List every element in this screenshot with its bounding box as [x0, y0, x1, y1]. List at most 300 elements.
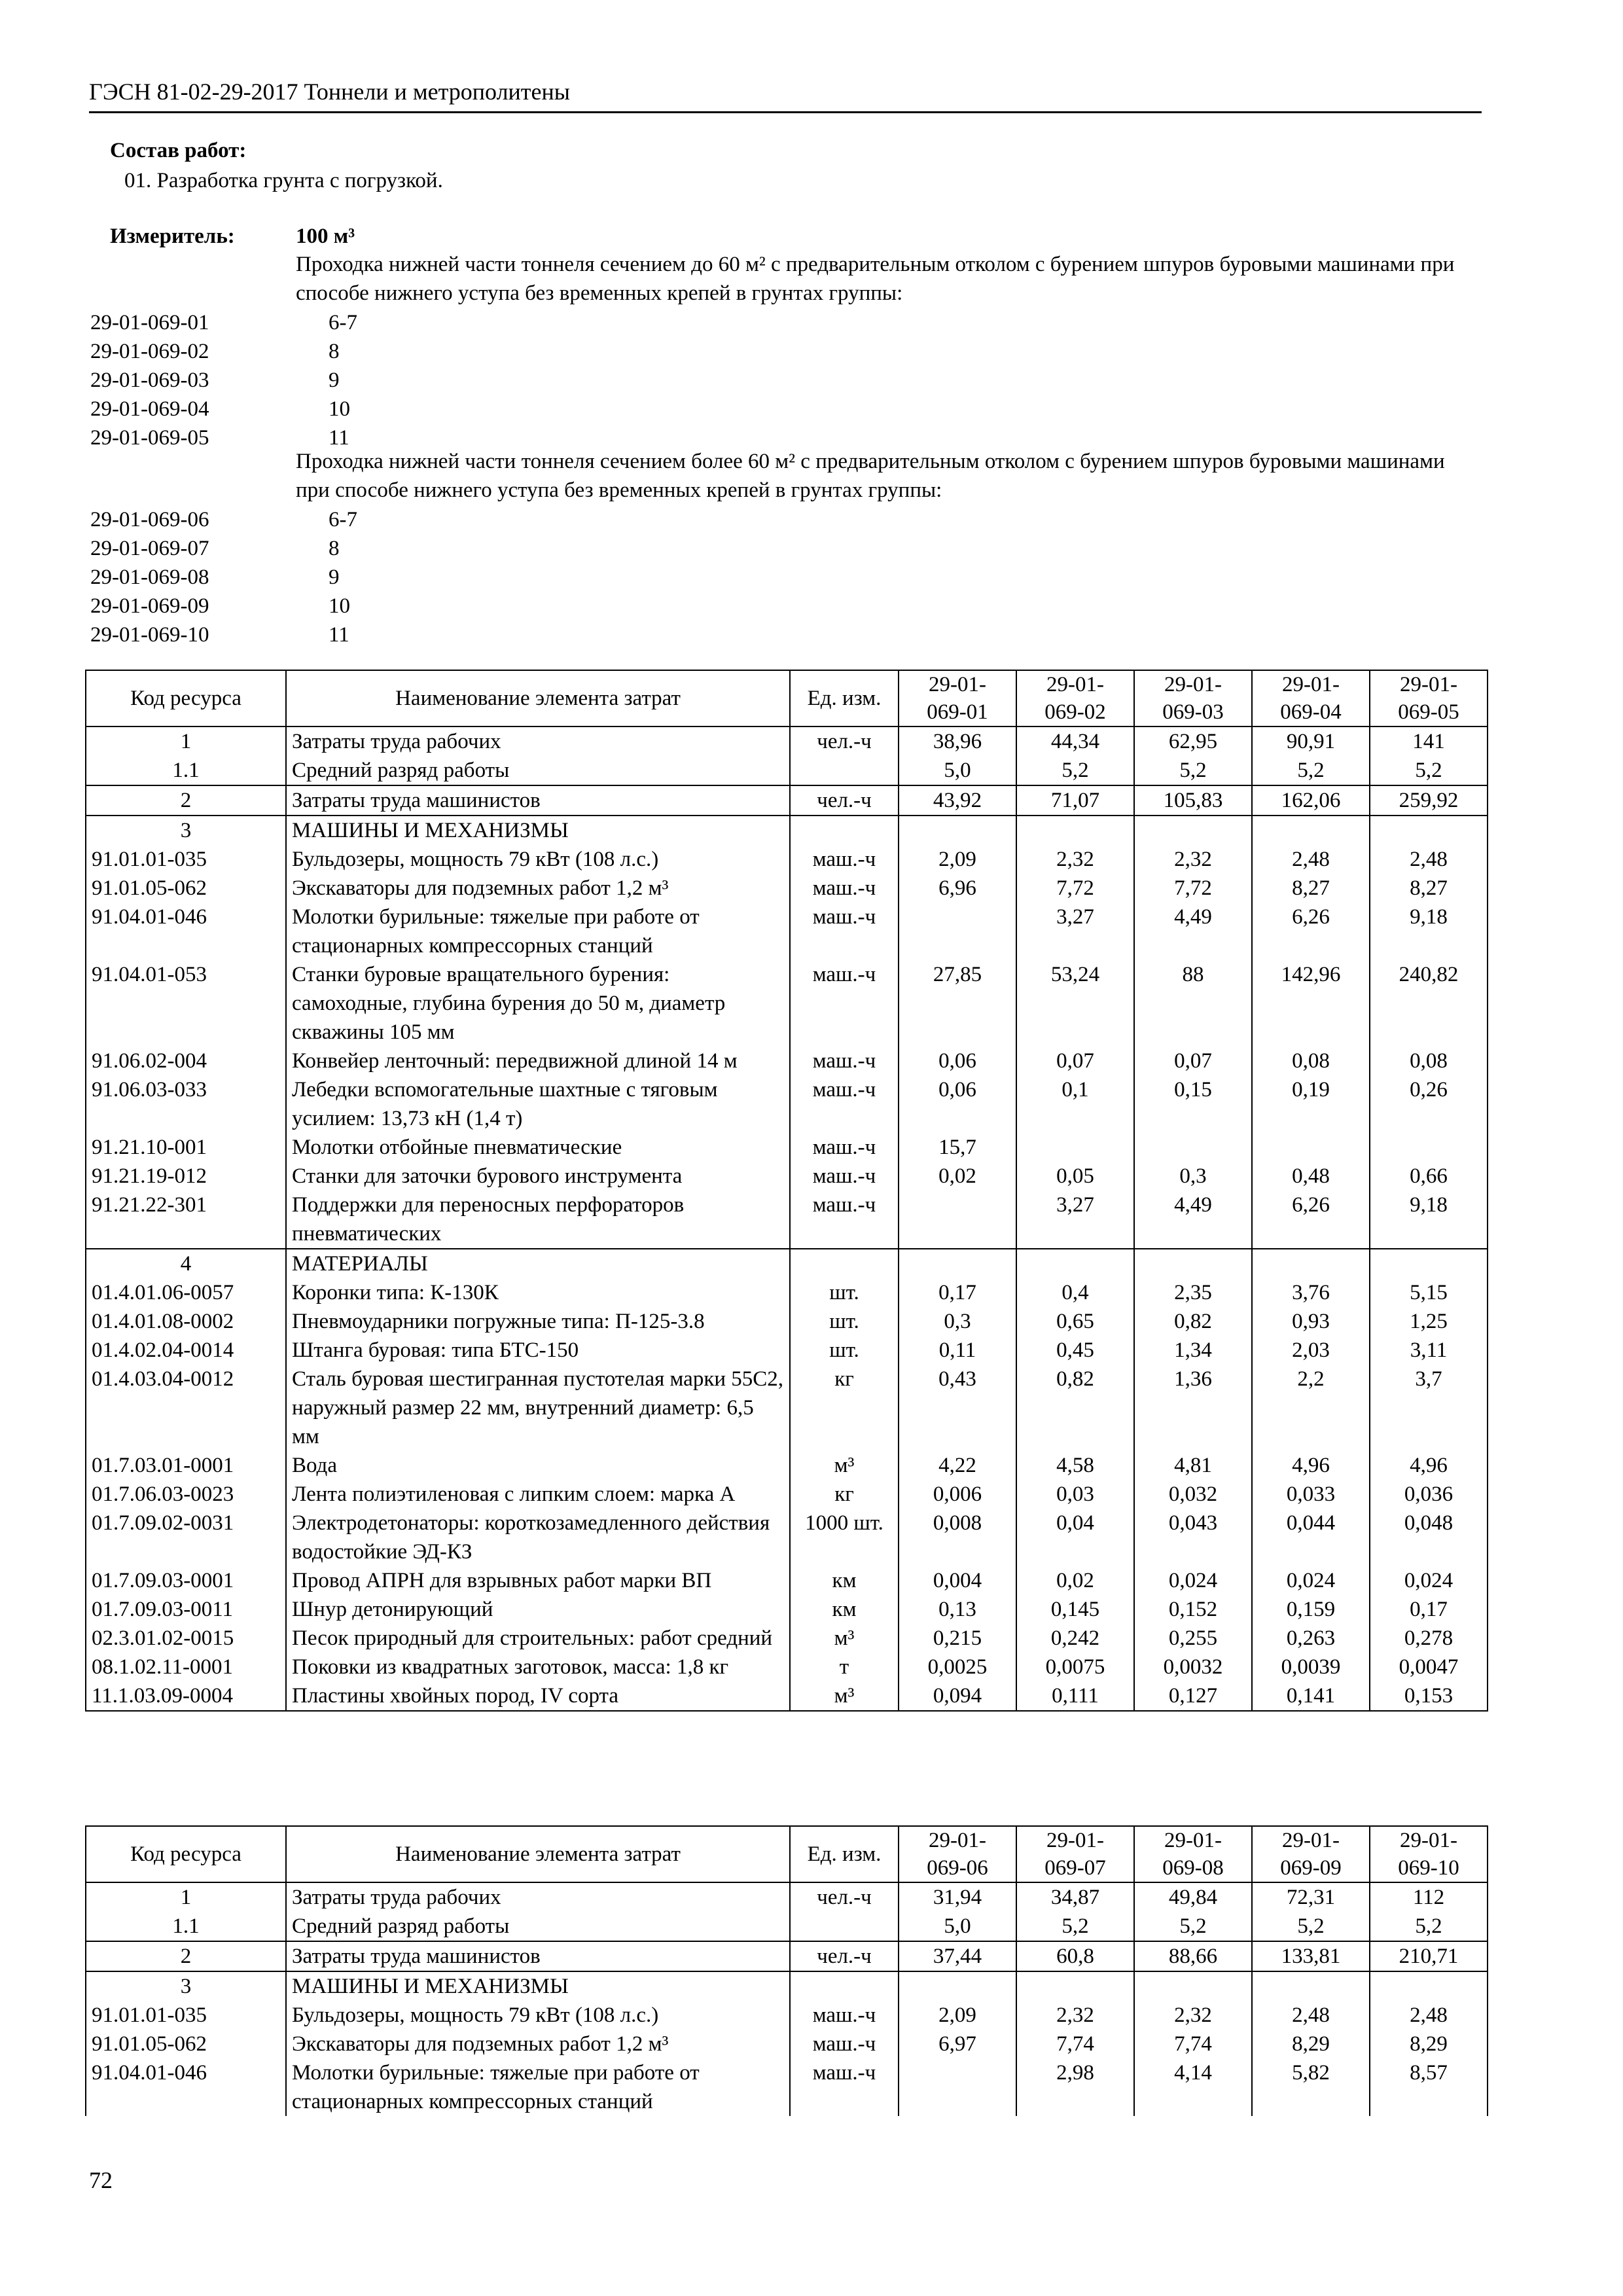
col-norm-header: 29-01- 069-01 — [899, 670, 1016, 726]
resource-value: 4,58 — [1016, 1451, 1134, 1480]
table-row — [86, 1249, 1488, 1278]
col-norm-header: 29-01- 069-03 — [1134, 670, 1252, 726]
resource-name: Лента полиэтиленовая с липким слоем: марка А — [286, 1480, 790, 1509]
resource-value: 5,2 — [1252, 1912, 1370, 1941]
resource-value — [899, 1249, 1016, 1278]
resource-value: 53,24 — [1016, 960, 1134, 1047]
col-norm-header: 29-01- 069-04 — [1252, 670, 1370, 726]
table-row — [86, 1566, 1488, 1595]
resource-value: 0,1 — [1016, 1075, 1134, 1133]
soil-group: 10 — [329, 397, 350, 421]
col-name-header: Наименование элемента затрат — [286, 1826, 790, 1882]
col-code-header: Код ресурса — [86, 1826, 286, 1882]
resource-code: 01.7.09.02-0031 — [86, 1509, 286, 1566]
resource-value: 8,29 — [1370, 2030, 1488, 2058]
resource-name: Затраты труда машинистов — [286, 785, 790, 816]
resource-unit — [790, 1912, 899, 1941]
resource-value: 5,2 — [1134, 756, 1252, 785]
resource-value: 105,83 — [1134, 785, 1252, 816]
resource-code: 01.4.02.04-0014 — [86, 1336, 286, 1365]
resource-code: 91.04.01-046 — [86, 903, 286, 960]
resource-name: Затраты труда рабочих — [286, 726, 790, 756]
resource-name: Станки для заточки бурового инструмента — [286, 1162, 790, 1191]
resource-code: 01.7.06.03-0023 — [86, 1480, 286, 1509]
resource-value: 2,2 — [1252, 1365, 1370, 1451]
resource-value: 8,27 — [1370, 874, 1488, 903]
resource-name: Сталь буровая шестигранная пустотелая марки 55С2, наружный размер 22 мм, внутренний диаметр: 6,5 мм — [286, 1365, 790, 1451]
resource-value: 162,06 — [1252, 785, 1370, 816]
resource-value: 0,02 — [899, 1162, 1016, 1191]
resource-value: 0,024 — [1252, 1566, 1370, 1595]
resource-value: 7,74 — [1134, 2030, 1252, 2058]
resource-value: 7,72 — [1134, 874, 1252, 903]
resource-code: 91.04.01-053 — [86, 960, 286, 1047]
resource-code: 11.1.03.09-0004 — [86, 1681, 286, 1711]
table-header-row — [86, 1826, 1488, 1882]
resource-code: 91.01.05-062 — [86, 874, 286, 903]
resource-unit: маш.-ч — [790, 960, 899, 1047]
resource-value — [899, 816, 1016, 845]
resource-value: 0,152 — [1134, 1595, 1252, 1624]
resource-name: Пластины хвойных пород, IV сорта — [286, 1681, 790, 1711]
resource-code: 91.06.03-033 — [86, 1075, 286, 1133]
resource-value: 0,127 — [1134, 1681, 1252, 1711]
resource-code: 2 — [86, 1941, 286, 1971]
resource-unit: 1000 шт. — [790, 1509, 899, 1566]
resource-value — [1370, 1971, 1488, 2001]
resource-unit: маш.-ч — [790, 2001, 899, 2030]
group1-description: Проходка нижней части тоннеля сечением до 60 м² с предварительным отколом с бурением шпуров буровыми машинами при способе нижнего уступа без временных крепей в грунтах группы: — [296, 253, 1455, 305]
header-title: ГЭСН 81-02-29-2017 Тоннели и метрополитены — [89, 79, 570, 105]
meter-label: Измеритель: — [110, 224, 235, 248]
resource-value: 0,024 — [1134, 1566, 1252, 1595]
resource-value: 4,81 — [1134, 1451, 1252, 1480]
resource-value — [899, 903, 1016, 960]
resource-name: Коронки типа: К-130К — [286, 1278, 790, 1307]
resource-value: 0,263 — [1252, 1624, 1370, 1653]
resource-value: 15,7 — [899, 1133, 1016, 1162]
resource-name: Затраты труда машинистов — [286, 1941, 790, 1971]
table-row — [86, 845, 1488, 874]
soil-group: 11 — [329, 426, 349, 450]
resource-value: 142,96 — [1252, 960, 1370, 1047]
resource-value: 5,2 — [1134, 1912, 1252, 1941]
table-row — [86, 1075, 1488, 1133]
resource-unit: маш.-ч — [790, 874, 899, 903]
resource-value: 0,255 — [1134, 1624, 1252, 1653]
resource-value — [1134, 1971, 1252, 2001]
resource-value: 0,04 — [1016, 1509, 1134, 1566]
resource-value: 0,19 — [1252, 1075, 1370, 1133]
resource-value: 0,008 — [899, 1509, 1016, 1566]
resource-code: 91.01.01-035 — [86, 845, 286, 874]
resource-value: 0,06 — [899, 1075, 1016, 1133]
table-row — [86, 1278, 1488, 1307]
col-unit-header: Ед. изм. — [790, 670, 899, 726]
resource-value: 0,05 — [1016, 1162, 1134, 1191]
table-row — [86, 1365, 1488, 1451]
resource-value: 5,2 — [1016, 1912, 1134, 1941]
document-header — [89, 77, 1482, 113]
resource-code: 3 — [86, 1971, 286, 2001]
resource-value: 7,74 — [1016, 2030, 1134, 2058]
group2-description: Проходка нижней части тоннеля сечением более 60 м² с предварительным отколом с бурением шпуров буровыми машинами при способе нижнего уступа без временных крепей в грунтах группы: — [296, 450, 1445, 502]
resource-name: Вода — [286, 1451, 790, 1480]
resource-value: 88 — [1134, 960, 1252, 1047]
resource-value — [1370, 816, 1488, 845]
resource-name: Электродетонаторы: короткозамедленного действия водостойкие ЭД-КЗ — [286, 1509, 790, 1566]
resource-value: 72,31 — [1252, 1882, 1370, 1912]
soil-group: 6-7 — [329, 508, 357, 531]
resource-value: 2,03 — [1252, 1336, 1370, 1365]
resource-value: 5,0 — [899, 1912, 1016, 1941]
resource-value — [1134, 816, 1252, 845]
resource-value: 43,92 — [899, 785, 1016, 816]
resource-value: 44,34 — [1016, 726, 1134, 756]
resource-value: 0,0075 — [1016, 1653, 1134, 1681]
page-number: 72 — [89, 2167, 113, 2193]
resource-value: 0,3 — [1134, 1162, 1252, 1191]
resource-value: 0,3 — [899, 1307, 1016, 1336]
col-norm-header: 29-01- 069-10 — [1370, 1826, 1488, 1882]
resource-value: 2,32 — [1016, 2001, 1134, 2030]
resource-name: Молотки бурильные: тяжелые при работе от стационарных компрессорных станций — [286, 903, 790, 960]
resource-code: 01.4.01.06-0057 — [86, 1278, 286, 1307]
table-row — [86, 1971, 1488, 2001]
resource-unit: маш.-ч — [790, 903, 899, 960]
col-name-header: Наименование элемента затрат — [286, 670, 790, 726]
resource-value: 6,96 — [899, 874, 1016, 903]
norm-code: 29-01-069-10 — [90, 623, 209, 647]
col-unit-header: Ед. изм. — [790, 1826, 899, 1882]
resource-name: Конвейер ленточный: передвижной длиной 14 м — [286, 1047, 790, 1075]
soil-group: 11 — [329, 623, 349, 647]
resource-value: 3,7 — [1370, 1365, 1488, 1451]
resource-value — [899, 1191, 1016, 1249]
resource-value: 9,18 — [1370, 903, 1488, 960]
resource-unit: м³ — [790, 1681, 899, 1711]
table-row — [86, 785, 1488, 816]
table-row — [86, 2058, 1488, 2116]
resource-value: 0,45 — [1016, 1336, 1134, 1365]
resource-value: 5,2 — [1370, 756, 1488, 785]
resource-name: МАТЕРИАЛЫ — [286, 1249, 790, 1278]
resource-code: 91.21.19-012 — [86, 1162, 286, 1191]
resource-value: 5,2 — [1252, 756, 1370, 785]
table-row — [86, 2001, 1488, 2030]
resource-value: 2,32 — [1134, 2001, 1252, 2030]
resource-unit — [790, 1249, 899, 1278]
resource-code: 1.1 — [86, 756, 286, 785]
meter-value: 100 м³ — [296, 224, 355, 248]
resource-value: 0,0047 — [1370, 1653, 1488, 1681]
resource-unit: кг — [790, 1480, 899, 1509]
resource-value: 88,66 — [1134, 1941, 1252, 1971]
resource-value: 5,82 — [1252, 2058, 1370, 2116]
resource-unit: км — [790, 1595, 899, 1624]
resource-value: 38,96 — [899, 726, 1016, 756]
resource-unit: м³ — [790, 1624, 899, 1653]
soil-group: 8 — [329, 340, 340, 363]
resource-code: 08.1.02.11-0001 — [86, 1653, 286, 1681]
resource-unit: чел.-ч — [790, 785, 899, 816]
resource-unit: маш.-ч — [790, 2030, 899, 2058]
table-row — [86, 1451, 1488, 1480]
resource-value: 1,34 — [1134, 1336, 1252, 1365]
norm-code: 29-01-069-09 — [90, 594, 209, 618]
composition-title: Состав работ: — [110, 139, 247, 162]
resource-value: 0,141 — [1252, 1681, 1370, 1711]
resource-code: 01.7.09.03-0011 — [86, 1595, 286, 1624]
resource-unit: чел.-ч — [790, 1882, 899, 1912]
resource-value: 31,94 — [899, 1882, 1016, 1912]
resource-value: 0,03 — [1016, 1480, 1134, 1509]
composition-item: 01. Разработка грунта с погрузкой. — [124, 169, 443, 192]
resource-value — [1134, 1249, 1252, 1278]
resource-code: 3 — [86, 816, 286, 845]
resource-value: 6,26 — [1252, 903, 1370, 960]
col-code-header: Код ресурса — [86, 670, 286, 726]
resource-table-2 — [85, 1825, 1488, 2116]
resource-value: 0,159 — [1252, 1595, 1370, 1624]
resource-unit — [790, 1971, 899, 2001]
resource-value — [1370, 1133, 1488, 1162]
resource-value: 0,006 — [899, 1480, 1016, 1509]
soil-group: 10 — [329, 594, 350, 618]
resource-value: 0,11 — [899, 1336, 1016, 1365]
resource-value: 5,15 — [1370, 1278, 1488, 1307]
table-row — [86, 1681, 1488, 1711]
resource-value: 210,71 — [1370, 1941, 1488, 1971]
resource-value: 2,48 — [1370, 2001, 1488, 2030]
resource-unit — [790, 816, 899, 845]
resource-value: 2,09 — [899, 845, 1016, 874]
resource-value: 2,09 — [899, 2001, 1016, 2030]
resource-value: 0,82 — [1016, 1365, 1134, 1451]
resource-code: 01.7.03.01-0001 — [86, 1451, 286, 1480]
resource-value — [1252, 1249, 1370, 1278]
resource-code: 91.21.10-001 — [86, 1133, 286, 1162]
resource-value: 0,17 — [1370, 1595, 1488, 1624]
resource-unit: чел.-ч — [790, 726, 899, 756]
resource-value: 0,48 — [1252, 1162, 1370, 1191]
resource-value: 0,82 — [1134, 1307, 1252, 1336]
resource-value: 7,72 — [1016, 874, 1134, 903]
resource-code: 01.4.01.08-0002 — [86, 1307, 286, 1336]
resource-name: Затраты труда рабочих — [286, 1882, 790, 1912]
resource-value: 0,004 — [899, 1566, 1016, 1595]
resource-value: 0,032 — [1134, 1480, 1252, 1509]
resource-value: 0,145 — [1016, 1595, 1134, 1624]
resource-name: Провод АПРН для взрывных работ марки ВП — [286, 1566, 790, 1595]
soil-group: 9 — [329, 565, 340, 589]
table-row — [86, 1307, 1488, 1336]
resource-value: 3,11 — [1370, 1336, 1488, 1365]
resource-value: 27,85 — [899, 960, 1016, 1047]
resource-value: 37,44 — [899, 1941, 1016, 1971]
soil-group: 9 — [329, 368, 340, 392]
resource-value: 3,27 — [1016, 903, 1134, 960]
resource-unit: т — [790, 1653, 899, 1681]
resource-value: 0,93 — [1252, 1307, 1370, 1336]
resource-unit: шт. — [790, 1278, 899, 1307]
resource-name: Экскаваторы для подземных работ 1,2 м³ — [286, 874, 790, 903]
resource-value: 0,06 — [899, 1047, 1016, 1075]
resource-code: 01.7.09.03-0001 — [86, 1566, 286, 1595]
resource-value: 3,76 — [1252, 1278, 1370, 1307]
resource-name: МАШИНЫ И МЕХАНИЗМЫ — [286, 816, 790, 845]
resource-unit: маш.-ч — [790, 845, 899, 874]
resource-name: Средний разряд работы — [286, 1912, 790, 1941]
resource-value: 0,043 — [1134, 1509, 1252, 1566]
resource-value: 0,43 — [899, 1365, 1016, 1451]
resource-value: 133,81 — [1252, 1941, 1370, 1971]
resource-value: 2,35 — [1134, 1278, 1252, 1307]
resource-value — [1252, 1133, 1370, 1162]
resource-name: Поддержки для переносных перфораторов пневматических — [286, 1191, 790, 1249]
table-row — [86, 2030, 1488, 2058]
resource-value: 240,82 — [1370, 960, 1488, 1047]
resource-name: Бульдозеры, мощность 79 кВт (108 л.с.) — [286, 2001, 790, 2030]
resource-value — [1016, 1971, 1134, 2001]
resource-value: 2,32 — [1016, 845, 1134, 874]
resource-name: Поковки из квадратных заготовок, масса: 1,8 кг — [286, 1653, 790, 1681]
resource-unit: маш.-ч — [790, 1162, 899, 1191]
resource-value: 0,07 — [1016, 1047, 1134, 1075]
table-row — [86, 903, 1488, 960]
resource-name: Штанга буровая: типа БТС-150 — [286, 1336, 790, 1365]
table-header-row — [86, 670, 1488, 726]
resource-value: 141 — [1370, 726, 1488, 756]
col-norm-header: 29-01- 069-07 — [1016, 1826, 1134, 1882]
table-row — [86, 1191, 1488, 1249]
resource-value — [899, 1971, 1016, 2001]
resource-value: 5,2 — [1016, 756, 1134, 785]
resource-value: 2,32 — [1134, 845, 1252, 874]
resource-value: 2,98 — [1016, 2058, 1134, 2116]
col-norm-header: 29-01- 069-09 — [1252, 1826, 1370, 1882]
table-row — [86, 1047, 1488, 1075]
resource-code: 02.3.01.02-0015 — [86, 1624, 286, 1653]
norm-code: 29-01-069-02 — [90, 340, 209, 363]
resource-value: 0,242 — [1016, 1624, 1134, 1653]
norm-code: 29-01-069-06 — [90, 508, 209, 531]
col-norm-header: 29-01- 069-06 — [899, 1826, 1016, 1882]
resource-value: 71,07 — [1016, 785, 1134, 816]
resource-name: Лебедки вспомогательные шахтные с тяговым усилием: 13,73 кН (1,4 т) — [286, 1075, 790, 1133]
table-row — [86, 1336, 1488, 1365]
norm-code: 29-01-069-05 — [90, 426, 209, 450]
resource-name: Песок природный для строительных: работ средний — [286, 1624, 790, 1653]
resource-value: 5,0 — [899, 756, 1016, 785]
table-row — [86, 1653, 1488, 1681]
table-row — [86, 1480, 1488, 1509]
norm-code: 29-01-069-08 — [90, 565, 209, 589]
table-row — [86, 1133, 1488, 1162]
resource-unit: маш.-ч — [790, 1075, 899, 1133]
resource-value: 60,8 — [1016, 1941, 1134, 1971]
resource-name: Пневмоударники погружные типа: П-125-3.8 — [286, 1307, 790, 1336]
resource-value: 259,92 — [1370, 785, 1488, 816]
resource-value: 0,13 — [899, 1595, 1016, 1624]
resource-value: 90,91 — [1252, 726, 1370, 756]
resource-value: 0,278 — [1370, 1624, 1488, 1653]
resource-value: 0,036 — [1370, 1480, 1488, 1509]
resource-code: 91.06.02-004 — [86, 1047, 286, 1075]
resource-value: 0,044 — [1252, 1509, 1370, 1566]
table-row — [86, 726, 1488, 756]
resource-unit: маш.-ч — [790, 1133, 899, 1162]
resource-value: 6,97 — [899, 2030, 1016, 2058]
resource-unit: кг — [790, 1365, 899, 1451]
resource-unit: маш.-ч — [790, 1047, 899, 1075]
resource-code: 01.4.03.04-0012 — [86, 1365, 286, 1451]
resource-code: 91.04.01-046 — [86, 2058, 286, 2116]
soil-group: 6-7 — [329, 311, 357, 334]
resource-name: МАШИНЫ И МЕХАНИЗМЫ — [286, 1971, 790, 2001]
resource-value — [899, 2058, 1016, 2116]
resource-value: 0,215 — [899, 1624, 1016, 1653]
resource-value: 4,49 — [1134, 1191, 1252, 1249]
table-row — [86, 1162, 1488, 1191]
resource-code: 91.01.01-035 — [86, 2001, 286, 2030]
resource-value: 4,49 — [1134, 903, 1252, 960]
table-row — [86, 1509, 1488, 1566]
resource-name: Бульдозеры, мощность 79 кВт (108 л.с.) — [286, 845, 790, 874]
table-row — [86, 1941, 1488, 1971]
resource-value: 8,27 — [1252, 874, 1370, 903]
resource-name: Шнур детонирующий — [286, 1595, 790, 1624]
resource-code: 1.1 — [86, 1912, 286, 1941]
resource-value: 3,27 — [1016, 1191, 1134, 1249]
col-norm-header: 29-01- 069-08 — [1134, 1826, 1252, 1882]
resource-value: 0,0032 — [1134, 1653, 1252, 1681]
norm-code: 29-01-069-01 — [90, 311, 209, 334]
resource-unit: маш.-ч — [790, 1191, 899, 1249]
resource-value: 8,57 — [1370, 2058, 1488, 2116]
norm-code: 29-01-069-07 — [90, 537, 209, 560]
resource-value: 4,96 — [1370, 1451, 1488, 1480]
resource-value — [1016, 1133, 1134, 1162]
resource-value: 2,48 — [1252, 2001, 1370, 2030]
resource-value: 4,14 — [1134, 2058, 1252, 2116]
resource-value — [1016, 1249, 1134, 1278]
col-norm-header: 29-01- 069-02 — [1016, 670, 1134, 726]
resource-value: 6,26 — [1252, 1191, 1370, 1249]
resource-value: 0,08 — [1252, 1047, 1370, 1075]
table-row — [86, 756, 1488, 785]
resource-value: 0,17 — [899, 1278, 1016, 1307]
resource-value: 2,48 — [1252, 845, 1370, 874]
resource-value: 0,4 — [1016, 1278, 1134, 1307]
resource-value — [1252, 816, 1370, 845]
table-row — [86, 1882, 1488, 1912]
resource-value: 0,153 — [1370, 1681, 1488, 1711]
resource-code: 2 — [86, 785, 286, 816]
resource-value — [1016, 816, 1134, 845]
col-norm-header: 29-01- 069-05 — [1370, 670, 1488, 726]
resource-value: 4,96 — [1252, 1451, 1370, 1480]
resource-unit: чел.-ч — [790, 1941, 899, 1971]
norm-code: 29-01-069-03 — [90, 368, 209, 392]
resource-value: 34,87 — [1016, 1882, 1134, 1912]
resource-value: 112 — [1370, 1882, 1488, 1912]
resource-value: 0,048 — [1370, 1509, 1488, 1566]
table-row — [86, 874, 1488, 903]
resource-code: 91.01.05-062 — [86, 2030, 286, 2058]
resource-value: 62,95 — [1134, 726, 1252, 756]
resource-value: 0,65 — [1016, 1307, 1134, 1336]
